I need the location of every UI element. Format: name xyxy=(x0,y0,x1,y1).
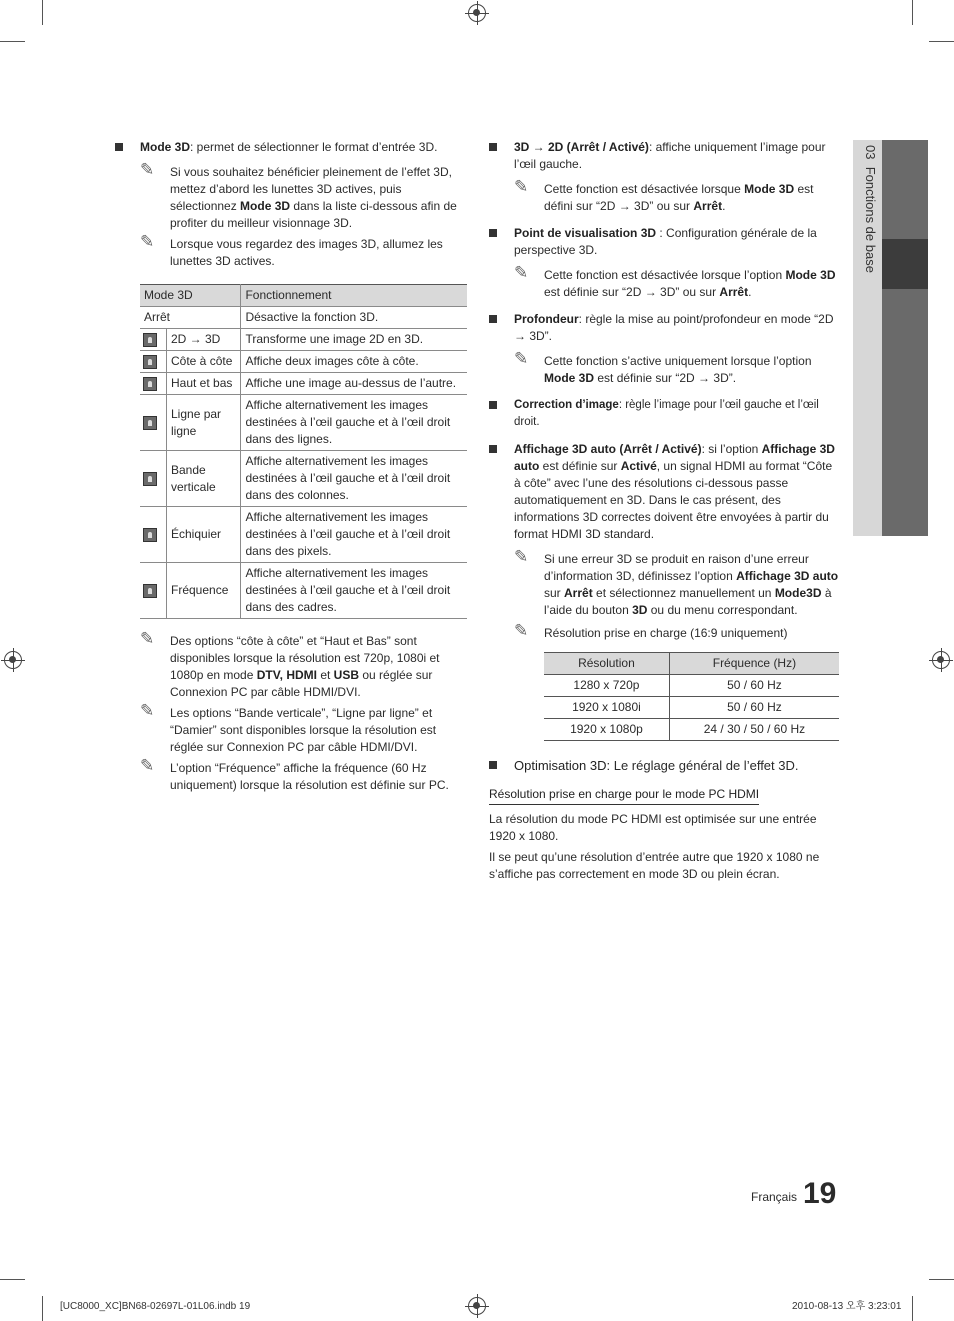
mode-name: Fréquence xyxy=(167,563,241,619)
table-row xyxy=(140,395,467,451)
pencil-note-icon: ✎ xyxy=(514,547,529,567)
note-text: Cette fonction est désactivée lorsque l’option xyxy=(544,268,786,282)
note-bold: Arrêt xyxy=(693,199,723,213)
slug-date: 2010-08-13 오후 3:23:01 xyxy=(792,1301,902,1312)
note-text: et sélectionnez manuellement un xyxy=(592,586,775,600)
mode-desc: Affiche alternativement les images destinées à l’œil gauche et à l’œil droit dans des cadres. xyxy=(241,563,467,619)
table-row xyxy=(140,451,467,507)
note-bold: Arrêt xyxy=(719,285,749,299)
bullet-text: , un signal HDMI au format “Côte à côte” avec l’une des résolutions ci-dessous passe automatiquement en 3D. Dans le cas présent, des informations 3D correctes doivent être envoyées à partir du format HDMI 3D standard. xyxy=(514,459,833,541)
bullet-bold: Affichage 3D auto xyxy=(514,442,835,473)
table-row xyxy=(544,719,839,741)
registration-mark-icon xyxy=(468,1297,486,1315)
note-supported-resolution xyxy=(514,621,839,642)
chapter-number: 03 xyxy=(863,145,878,160)
table-header-row xyxy=(544,653,839,675)
bullet-text: : Le réglage général de l’effet 3D. xyxy=(606,758,799,773)
crop-mark xyxy=(0,41,25,42)
bullet-auto-3d xyxy=(489,441,839,543)
note-text: Lorsque vous regardez des images 3D, allumez les lunettes 3D actives. xyxy=(170,237,443,268)
3d-mode-icon xyxy=(143,416,157,430)
mode-name: Côte à côte xyxy=(167,351,241,373)
note-text: Cette fonction s’active uniquement lorsque l’option xyxy=(544,354,812,368)
note-viewpoint xyxy=(514,263,839,301)
note-text: ou du menu correspondant. xyxy=(647,603,798,617)
mode-3d-text: : permet de sélectionner le format d’entrée 3D. xyxy=(190,140,438,154)
pc-hdmi-paragraph: Il se peut qu’une résolution d’entrée autre que 1920 x 1080 ne s’affiche pas correctement en mode 3D ou plein écran. xyxy=(489,850,820,881)
resolution-cell: 1920 x 1080p xyxy=(544,719,669,741)
frequency-cell: 24 / 30 / 50 / 60 Hz xyxy=(669,719,839,741)
bullet-viewpoint xyxy=(489,225,839,259)
note-bold: DTV, HDMI xyxy=(256,668,317,682)
bullet-label: Affichage 3D auto (Arrêt / Activé) xyxy=(514,442,702,456)
mode-desc: Désactive la fonction 3D. xyxy=(241,307,467,329)
bullet-3d-optimization xyxy=(489,757,839,774)
pencil-note-icon: ✎ xyxy=(514,263,529,283)
note-3d-to-2d xyxy=(514,177,839,215)
bullet-3d-to-2d xyxy=(489,139,839,173)
bullet-text: : règle l’image pour l’œil gauche et l’œil droit. xyxy=(514,399,819,428)
bullet-label: Correction d’image xyxy=(514,399,619,411)
slug-file: [UC8000_XC]BN68-02697L-01L06.indb 19 xyxy=(60,1301,251,1312)
square-bullet-icon xyxy=(489,445,497,453)
mode-desc: Affiche alternativement les images destinées à l’œil gauche et à l’œil droit dans des lignes. xyxy=(241,395,467,451)
table-header-row xyxy=(140,285,467,307)
note-text: ou réglée sur Connexion PC par câble HDMI/DVI. xyxy=(170,668,433,699)
note-text: à l’aide du bouton xyxy=(544,586,832,617)
crop-mark xyxy=(929,41,954,42)
table-row xyxy=(544,675,839,697)
pc-hdmi-paragraph: La résolution du mode PC HDMI est optimisée sur une entrée 1920 x 1080. xyxy=(489,812,817,843)
note-glasses xyxy=(140,160,467,232)
table-row xyxy=(140,307,467,329)
bullet-text: est définie sur xyxy=(539,459,621,473)
note-side-by-side xyxy=(140,629,467,701)
note-text: est défini sur “2D → 3D” ou sur xyxy=(544,182,814,213)
3d-mode-icon xyxy=(143,333,157,347)
crop-mark xyxy=(42,0,43,25)
pencil-note-icon: ✎ xyxy=(514,349,529,369)
note-3d-error xyxy=(514,547,839,619)
table-row xyxy=(140,329,467,351)
footer-language: Français xyxy=(751,1190,798,1204)
pencil-note-icon: ✎ xyxy=(514,621,529,641)
mode-name: Échiquier xyxy=(167,507,241,563)
note-bold: Mode 3D xyxy=(785,268,836,282)
registration-mark-icon xyxy=(4,651,22,669)
note-text: sur xyxy=(544,586,565,600)
square-bullet-icon xyxy=(489,143,497,151)
note-bold: Mode 3D xyxy=(744,182,795,196)
mode-desc: Affiche alternativement les images destinées à l’œil gauche et à l’œil droit dans des pixels. xyxy=(241,507,467,563)
note-text: Si une erreur 3D se produit en raison d’une erreur d’information 3D, définissez l’option xyxy=(544,552,809,583)
bullet-image-correction xyxy=(489,397,839,431)
crop-mark xyxy=(912,1296,913,1321)
3d-mode-icon xyxy=(143,472,157,486)
mode-desc: Affiche deux images côte à côte. xyxy=(241,351,467,373)
note-bold: Mode 3D xyxy=(240,199,291,213)
crop-mark xyxy=(0,1279,25,1280)
note-text: est définie sur “2D → 3D” ou sur xyxy=(544,285,720,299)
bullet-text: : affiche uniquement l’image pour l’œil gauche. xyxy=(514,140,826,171)
table-row xyxy=(544,697,839,719)
bullet-text: : Configuration générale de la perspective 3D. xyxy=(514,226,817,257)
table-row xyxy=(140,373,467,395)
mode-name: Arrêt xyxy=(140,307,241,329)
table-header-resolution: Résolution xyxy=(544,653,669,675)
note-glasses-on xyxy=(140,232,467,270)
note-text: dans la liste ci-dessous afin de profiter du meilleur visionnage 3D. xyxy=(170,199,457,230)
registration-mark-icon xyxy=(932,651,950,669)
note-vertical-band xyxy=(140,701,467,756)
note-depth xyxy=(514,349,839,387)
3d-mode-icon xyxy=(143,584,157,598)
note-text: Des options “côte à côte” et “Haut et Bas” sont disponibles lorsque la résolution est 720p, 1080i et 1080p en mode xyxy=(170,634,440,682)
bullet-text: : si l’option xyxy=(701,442,762,456)
pencil-note-icon: ✎ xyxy=(514,177,529,197)
mode-name: Ligne par ligne xyxy=(167,395,241,451)
resolution-cell: 1920 x 1080i xyxy=(544,697,669,719)
crop-mark xyxy=(912,0,913,25)
resolution-cell: 1280 x 720p xyxy=(544,675,669,697)
table-header-mode: Mode 3D xyxy=(140,285,241,307)
right-column xyxy=(489,139,839,887)
bullet-text: : règle la mise au point/profondeur en mode “2D → 3D”. xyxy=(514,312,834,343)
frequency-cell: 50 / 60 Hz xyxy=(669,675,839,697)
square-bullet-icon xyxy=(489,229,497,237)
note-text: est définie sur “2D → 3D”. xyxy=(594,371,737,385)
3d-mode-icon xyxy=(143,355,157,369)
square-bullet-icon xyxy=(489,761,497,769)
registration-mark-icon xyxy=(468,4,486,22)
table-row xyxy=(140,507,467,563)
mode-desc: Affiche alternativement les images destinées à l’œil gauche et à l’œil droit dans des colonnes. xyxy=(241,451,467,507)
bullet-depth xyxy=(489,311,839,345)
note-text: Cette fonction est désactivée lorsque xyxy=(544,182,745,196)
bullet-label: Optimisation 3D xyxy=(514,758,607,773)
note-frequency xyxy=(140,756,467,794)
table-row xyxy=(140,351,467,373)
pencil-note-icon: ✎ xyxy=(140,232,155,252)
square-bullet-icon xyxy=(489,401,497,409)
mode-3d-table xyxy=(140,284,467,619)
pc-hdmi-heading: Résolution prise en charge pour le mode PC HDMI xyxy=(489,786,759,805)
note-bold: Mode3D xyxy=(774,586,822,600)
chapter-tab-band xyxy=(882,140,928,536)
table-row xyxy=(140,563,467,619)
note-bold: Arrêt xyxy=(564,586,593,600)
note-text: et xyxy=(316,668,334,682)
square-bullet-icon xyxy=(489,315,497,323)
note-bold: 3D xyxy=(632,603,648,617)
table-header-function: Fonctionnement xyxy=(241,285,467,307)
note-text: L’option “Fréquence” affiche la fréquence (60 Hz uniquement) lorsque la résolution est définie sur PC. xyxy=(170,761,449,792)
note-bold: Mode 3D xyxy=(544,371,595,385)
chapter-title: Fonctions de base xyxy=(863,166,878,273)
pencil-note-icon: ✎ xyxy=(140,629,155,649)
3d-mode-icon xyxy=(143,528,157,542)
pencil-note-icon: ✎ xyxy=(140,756,155,776)
pencil-note-icon: ✎ xyxy=(140,701,155,721)
chapter-tab-marker xyxy=(882,239,928,289)
table-header-frequency: Fréquence (Hz) xyxy=(669,653,839,675)
mode-desc: Affiche une image au-dessus de l’autre. xyxy=(241,373,467,395)
3d-mode-icon xyxy=(143,377,157,391)
frequency-cell: 50 / 60 Hz xyxy=(669,697,839,719)
note-bold: USB xyxy=(333,668,360,682)
note-text: . xyxy=(722,199,726,213)
crop-mark xyxy=(929,1279,954,1280)
mode-name: 2D → 3D xyxy=(167,329,241,351)
chapter-label xyxy=(862,145,879,273)
resolution-table xyxy=(544,652,839,741)
bullet-label: Point de visualisation 3D xyxy=(514,226,657,240)
page-number: 19 xyxy=(803,1177,837,1210)
mode-name: Bande verticale xyxy=(167,451,241,507)
note-text: . xyxy=(748,285,752,299)
left-column xyxy=(115,139,467,798)
bullet-label: Profondeur xyxy=(514,312,579,326)
note-text: Résolution prise en charge (16:9 uniquement) xyxy=(544,626,788,640)
note-text: Si vous souhaitez bénéficier pleinement de l’effet 3D, mettez d’abord les lunettes 3D actives, puis sélectionnez xyxy=(170,165,452,213)
bullet-bold: Activé xyxy=(620,459,657,473)
mode-3d-label: Mode 3D xyxy=(140,140,191,154)
mode-desc: Transforme une image 2D en 3D. xyxy=(241,329,467,351)
note-text: Les options “Bande verticale”, “Ligne par ligne” et “Damier” sont disponibles lorsque la résolution est réglée sur Connexion PC par câble HDMI/DVI. xyxy=(170,706,437,754)
bullet-label: 3D → 2D (Arrêt / Activé) xyxy=(514,140,649,154)
crop-mark xyxy=(42,1296,43,1321)
note-bold: Affichage 3D auto xyxy=(736,569,839,583)
pencil-note-icon: ✎ xyxy=(140,160,155,180)
bullet-mode-3d xyxy=(115,139,467,156)
square-bullet-icon xyxy=(115,143,123,151)
mode-name: Haut et bas xyxy=(167,373,241,395)
